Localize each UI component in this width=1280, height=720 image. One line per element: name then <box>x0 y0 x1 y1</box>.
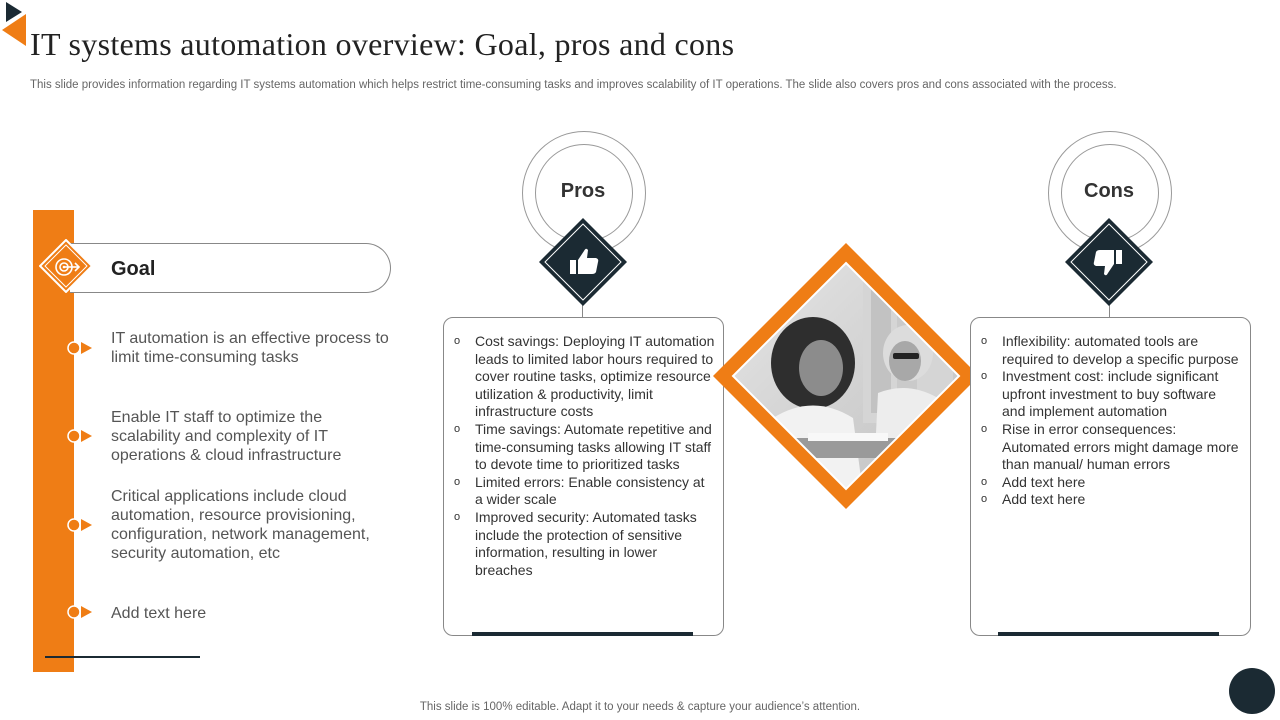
thumbs-up-icon <box>538 217 628 307</box>
corner-arrow-logo <box>0 0 30 48</box>
cons-item: o Add text here <box>981 491 1086 508</box>
goal-bullet-icon <box>66 428 94 444</box>
goal-item: IT automation is an effective process to limit time-consuming tasks <box>111 330 389 366</box>
pros-item: o Improved security: Automated tasks include the protection of sensitive information, resulting in lower breaches <box>454 508 697 578</box>
page-subtitle: This slide provides information regarding IT systems automation which helps restrict time-consuming tasks and improves scalability of IT operations. The slide also covers pros and cons associated with the process. <box>30 79 1117 91</box>
goal-underline <box>45 656 200 658</box>
goal-item: Add text here <box>111 605 207 622</box>
two-women-working-photo <box>713 243 979 509</box>
thumbs-down-icon <box>1064 217 1154 307</box>
cons-item: o Rise in error consequences: Automated errors might damage more than manual/ human errors <box>981 420 1239 473</box>
pros-item: o Time savings: Automate repetitive and time-consuming tasks allowing IT staff to devote time to prioritized tasks <box>454 420 712 473</box>
pros-list <box>445 333 715 579</box>
goal-bullet-icon <box>66 517 94 533</box>
cons-heading: Cons <box>1084 180 1134 202</box>
cons-card-underline <box>998 632 1219 636</box>
cons-item: o Investment cost: include significant upfront investment to buy software and implement automation <box>981 368 1219 420</box>
corner-circle-decoration <box>1229 668 1275 714</box>
pros-heading: Pros <box>560 180 606 202</box>
footer-note: This slide is 100% editable. Adapt it to your needs & capture your audience’s attention. <box>419 701 861 713</box>
pros-item: o Limited errors: Enable consistency at a wider scale <box>454 473 705 508</box>
cons-item: o Inflexibility: automated tools are required to develop a specific purpose <box>981 333 1239 367</box>
goal-item: Enable IT staff to optimize the scalability and complexity of IT operations & cloud infrastructure <box>111 409 342 464</box>
target-icon <box>39 239 93 293</box>
cons-item: o Add text here <box>981 473 1086 490</box>
cons-list <box>972 333 1242 509</box>
page-title: IT systems automation overview: Goal, pros and cons <box>30 26 735 62</box>
pros-item: o Cost savings: Deploying IT automation leads to limited labor hours required to cover routine tasks, optimize resource utilization & productivity, limit infrastructure costs <box>454 333 715 420</box>
goal-bullet-icon <box>66 340 94 356</box>
goal-item: Critical applications include cloud automation, resource provisioning, configuration, network management, security automation, etc <box>111 488 370 562</box>
pros-card-underline <box>472 632 693 636</box>
goal-heading: Goal <box>111 258 156 280</box>
goal-bullet-icon <box>66 604 94 620</box>
